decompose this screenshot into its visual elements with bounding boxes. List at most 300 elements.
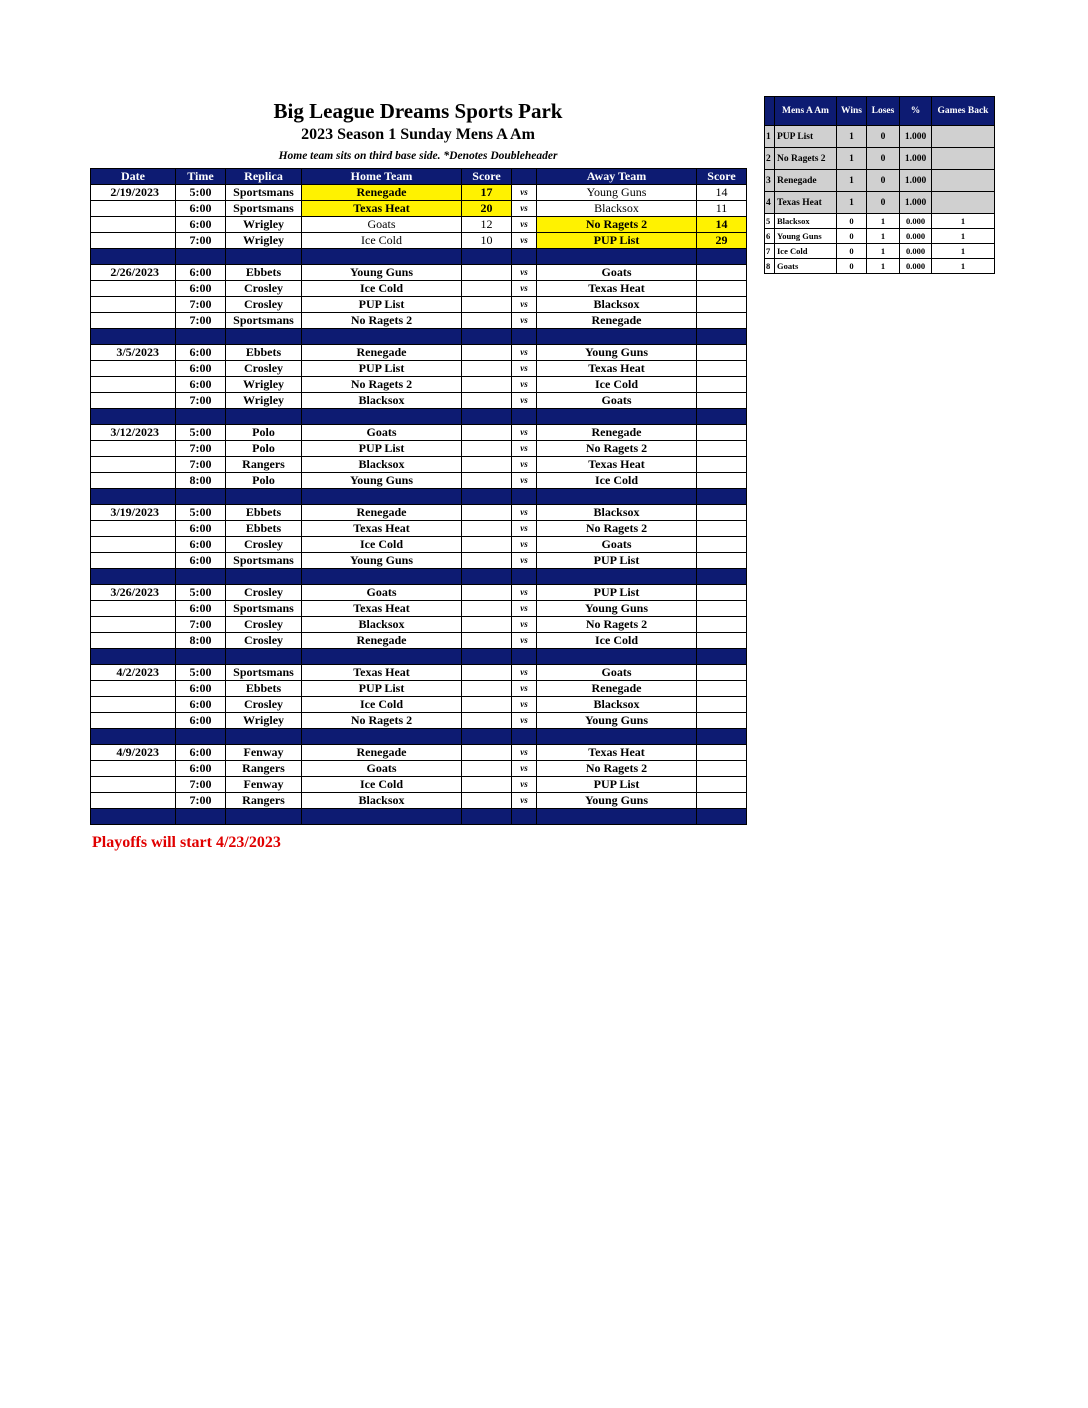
home-score [462,505,512,521]
away-team: Goats [537,537,697,553]
home-team: PUP List [302,681,462,697]
vs-label: vs [512,297,537,313]
away-team: Blacksox [537,505,697,521]
game-time: 6:00 [176,681,226,697]
standings-row [765,126,995,148]
week-separator [91,249,747,265]
separator-cell [302,569,462,585]
game-time: 6:00 [176,377,226,393]
home-team: No Ragets 2 [302,377,462,393]
vs-label: vs [512,681,537,697]
game-time: 6:00 [176,697,226,713]
table-row [91,201,747,217]
game-time: 6:00 [176,745,226,761]
away-team: Texas Heat [537,361,697,377]
game-field: Crosley [226,617,302,633]
standings-header-row [765,97,995,126]
standings-loses: 1 [867,244,900,259]
away-team: Young Guns [537,793,697,809]
separator-cell [512,569,537,585]
week-separator [91,809,747,825]
away-score [697,793,747,809]
away-score [697,633,747,649]
away-team: Texas Heat [537,457,697,473]
separator-cell [537,249,697,265]
separator-cell [512,409,537,425]
separator-cell [697,489,747,505]
separator-cell [537,649,697,665]
game-field: Wrigley [226,217,302,233]
table-row [91,761,747,777]
home-team: Renegade [302,505,462,521]
vs-label: vs [512,745,537,761]
separator-cell [176,729,226,745]
separator-cell [226,729,302,745]
game-time: 6:00 [176,265,226,281]
standings-team: Renegade [775,170,837,192]
standings-team: No Ragets 2 [775,148,837,170]
away-team: Ice Cold [537,633,697,649]
home-score: 10 [462,233,512,249]
vs-label: vs [512,777,537,793]
away-team: No Ragets 2 [537,441,697,457]
separator-cell [176,249,226,265]
game-field: Ebbets [226,345,302,361]
standings-rank: 3 [765,170,775,192]
home-team: Goats [302,425,462,441]
separator-cell [697,409,747,425]
vs-label: vs [512,265,537,281]
away-team: Texas Heat [537,281,697,297]
table-row [91,233,747,249]
away-score [697,617,747,633]
home-score [462,377,512,393]
home-score [462,457,512,473]
table-row [91,297,747,313]
game-field: Crosley [226,361,302,377]
game-time: 7:00 [176,793,226,809]
vs-label: vs [512,521,537,537]
vs-label: vs [512,233,537,249]
table-row [91,585,747,601]
game-date [91,537,176,553]
standings-wins: 1 [837,126,867,148]
away-team: PUP List [537,585,697,601]
away-team: No Ragets 2 [537,217,697,233]
game-date [91,761,176,777]
standings-pct: 0.000 [900,229,932,244]
standings-row [765,244,995,259]
game-time: 6:00 [176,521,226,537]
separator-cell [537,809,697,825]
table-row [91,553,747,569]
separator-cell [512,329,537,345]
away-score [697,585,747,601]
standings-loses: 0 [867,148,900,170]
game-field: Crosley [226,297,302,313]
game-time: 5:00 [176,505,226,521]
table-row [91,777,747,793]
home-score: 17 [462,185,512,201]
game-time: 6:00 [176,281,226,297]
game-field: Polo [226,441,302,457]
game-date: 3/5/2023 [91,345,176,361]
home-team: Texas Heat [302,601,462,617]
away-score [697,665,747,681]
standings-col-team: Mens A Am [775,97,837,126]
game-field: Crosley [226,633,302,649]
away-team: Renegade [537,681,697,697]
standings-row [765,229,995,244]
vs-label: vs [512,201,537,217]
game-date [91,601,176,617]
home-team: Goats [302,217,462,233]
away-team: Goats [537,665,697,681]
game-date: 3/19/2023 [91,505,176,521]
home-score [462,441,512,457]
game-time: 8:00 [176,473,226,489]
game-time: 7:00 [176,393,226,409]
game-field: Sportsmans [226,665,302,681]
separator-cell [302,729,462,745]
away-score [697,377,747,393]
separator-cell [537,729,697,745]
game-field: Sportsmans [226,185,302,201]
separator-cell [302,249,462,265]
home-score [462,361,512,377]
separator-cell [176,489,226,505]
week-separator [91,729,747,745]
separator-cell [462,489,512,505]
standings-col-pct: % [900,97,932,126]
separator-cell [91,489,176,505]
game-date [91,281,176,297]
vs-label: vs [512,377,537,393]
week-separator [91,569,747,585]
table-row [91,537,747,553]
table-row [91,793,747,809]
home-score [462,265,512,281]
standings-loses: 1 [867,229,900,244]
away-team: Young Guns [537,601,697,617]
standings-body [765,126,995,274]
game-date [91,377,176,393]
game-field: Crosley [226,537,302,553]
separator-cell [462,409,512,425]
separator-cell [302,489,462,505]
standings-pct: 1.000 [900,192,932,214]
away-team: Blacksox [537,201,697,217]
game-date: 4/2/2023 [91,665,176,681]
away-team: Ice Cold [537,473,697,489]
game-field: Crosley [226,697,302,713]
away-team: Blacksox [537,297,697,313]
col-away-team: Away Team [537,169,697,185]
separator-cell [91,809,176,825]
standings-rank: 4 [765,192,775,214]
away-team: Young Guns [537,185,697,201]
home-team: Young Guns [302,265,462,281]
vs-label: vs [512,553,537,569]
vs-label: vs [512,505,537,521]
standings-pct: 1.000 [900,126,932,148]
game-field: Ebbets [226,681,302,697]
home-team: Ice Cold [302,777,462,793]
home-score [462,617,512,633]
separator-cell [91,649,176,665]
week-separator [91,649,747,665]
home-team: Young Guns [302,473,462,489]
vs-label: vs [512,697,537,713]
game-date [91,361,176,377]
game-field: Wrigley [226,377,302,393]
separator-cell [697,809,747,825]
home-team: PUP List [302,361,462,377]
separator-cell [176,569,226,585]
home-score [462,713,512,729]
game-time: 8:00 [176,633,226,649]
game-date [91,473,176,489]
home-team: No Ragets 2 [302,313,462,329]
standings-games-back [932,192,995,214]
separator-cell [226,489,302,505]
table-row [91,393,747,409]
home-score [462,473,512,489]
game-field: Sportsmans [226,553,302,569]
standings-row [765,148,995,170]
game-time: 6:00 [176,601,226,617]
standings-wins: 0 [837,244,867,259]
home-score [462,537,512,553]
game-date [91,393,176,409]
standings-col-games-back: Games Back [932,97,995,126]
separator-cell [302,329,462,345]
separator-cell [462,569,512,585]
col-vs [512,169,537,185]
home-team: Renegade [302,185,462,201]
home-score [462,745,512,761]
table-row [91,505,747,521]
home-score: 20 [462,201,512,217]
standings-loses: 0 [867,126,900,148]
home-score [462,425,512,441]
separator-cell [302,809,462,825]
away-team: Texas Heat [537,745,697,761]
away-score [697,297,747,313]
game-field: Ebbets [226,265,302,281]
game-field: Fenway [226,777,302,793]
table-row [91,521,747,537]
home-score [462,633,512,649]
vs-label: vs [512,793,537,809]
away-team: PUP List [537,777,697,793]
game-date [91,697,176,713]
game-date: 2/26/2023 [91,265,176,281]
away-score [697,473,747,489]
separator-cell [462,729,512,745]
vs-label: vs [512,441,537,457]
home-score [462,313,512,329]
game-field: Polo [226,473,302,489]
standings-games-back: 1 [932,244,995,259]
away-score [697,457,747,473]
vs-label: vs [512,761,537,777]
separator-cell [226,329,302,345]
standings-wins: 1 [837,192,867,214]
game-date [91,313,176,329]
home-team: No Ragets 2 [302,713,462,729]
table-row [91,713,747,729]
table-row [91,617,747,633]
home-score [462,681,512,697]
game-date [91,457,176,473]
week-separator [91,489,747,505]
away-team: PUP List [537,553,697,569]
home-score [462,793,512,809]
standings-rank: 8 [765,259,775,274]
home-team: Texas Heat [302,521,462,537]
home-score: 12 [462,217,512,233]
standings-pct: 0.000 [900,214,932,229]
home-score [462,777,512,793]
standings-team: PUP List [775,126,837,148]
standings-team: Texas Heat [775,192,837,214]
game-field: Rangers [226,761,302,777]
game-field: Sportsmans [226,601,302,617]
away-score [697,681,747,697]
separator-cell [176,649,226,665]
home-team: PUP List [302,441,462,457]
week-separator [91,329,747,345]
schedule-header-row [91,169,747,185]
standings-wins: 1 [837,148,867,170]
standings-games-back: 1 [932,214,995,229]
game-time: 5:00 [176,185,226,201]
schedule-body [91,185,747,825]
away-team: No Ragets 2 [537,521,697,537]
vs-label: vs [512,361,537,377]
table-row [91,441,747,457]
page-title: Big League Dreams Sports Park [273,99,563,123]
separator-cell [176,809,226,825]
separator-cell [91,569,176,585]
standings-pct: 1.000 [900,170,932,192]
standings-games-back [932,148,995,170]
col-away-score: Score [697,169,747,185]
away-team: Goats [537,265,697,281]
home-score [462,601,512,617]
separator-cell [226,249,302,265]
separator-cell [697,569,747,585]
table-row [91,633,747,649]
game-field: Rangers [226,457,302,473]
away-score: 29 [697,233,747,249]
game-date [91,713,176,729]
separator-cell [537,489,697,505]
vs-label: vs [512,313,537,329]
away-score [697,393,747,409]
standings-pct: 0.000 [900,244,932,259]
home-team: Texas Heat [302,201,462,217]
vs-label: vs [512,617,537,633]
standings-wins: 0 [837,214,867,229]
game-date [91,297,176,313]
standings-pct: 1.000 [900,148,932,170]
home-score [462,761,512,777]
away-team: Renegade [537,425,697,441]
home-score [462,697,512,713]
home-team: Ice Cold [302,697,462,713]
game-field: Crosley [226,281,302,297]
table-row [91,425,747,441]
table-row [91,681,747,697]
game-time: 7:00 [176,313,226,329]
table-row [91,745,747,761]
game-date [91,521,176,537]
away-score [697,425,747,441]
standings-row [765,192,995,214]
separator-cell [91,249,176,265]
col-home-team: Home Team [302,169,462,185]
separator-cell [462,329,512,345]
separator-cell [462,649,512,665]
vs-label: vs [512,713,537,729]
standings-team: Young Guns [775,229,837,244]
game-time: 6:00 [176,553,226,569]
game-time: 6:00 [176,345,226,361]
home-team: Renegade [302,745,462,761]
game-date [91,681,176,697]
col-home-score: Score [462,169,512,185]
separator-cell [176,409,226,425]
separator-cell [697,649,747,665]
game-time: 6:00 [176,361,226,377]
separator-cell [697,249,747,265]
home-score [462,585,512,601]
away-score [697,281,747,297]
away-score [697,441,747,457]
game-date [91,441,176,457]
away-team: PUP List [537,233,697,249]
game-field: Ebbets [226,505,302,521]
game-date [91,617,176,633]
game-field: Ebbets [226,521,302,537]
away-score [697,601,747,617]
playoffs-note: Playoffs will start 4/23/2023 [92,834,281,851]
game-date [91,633,176,649]
home-team: Blacksox [302,393,462,409]
vs-label: vs [512,345,537,361]
home-score [462,281,512,297]
standings-rank: 1 [765,126,775,148]
table-row [91,265,747,281]
game-date [91,201,176,217]
home-team: Ice Cold [302,233,462,249]
vs-label: vs [512,585,537,601]
standings-row [765,214,995,229]
separator-cell [512,809,537,825]
standings-team: Ice Cold [775,244,837,259]
home-score [462,553,512,569]
standings-rank: 7 [765,244,775,259]
away-team: Goats [537,393,697,409]
standings-loses: 1 [867,214,900,229]
standings-rank: 6 [765,229,775,244]
standings-col-loses: Loses [867,97,900,126]
game-date: 3/26/2023 [91,585,176,601]
away-score: 11 [697,201,747,217]
schedule-note: Home team sits on third base side. *Denotes Doubleheader [278,150,558,162]
